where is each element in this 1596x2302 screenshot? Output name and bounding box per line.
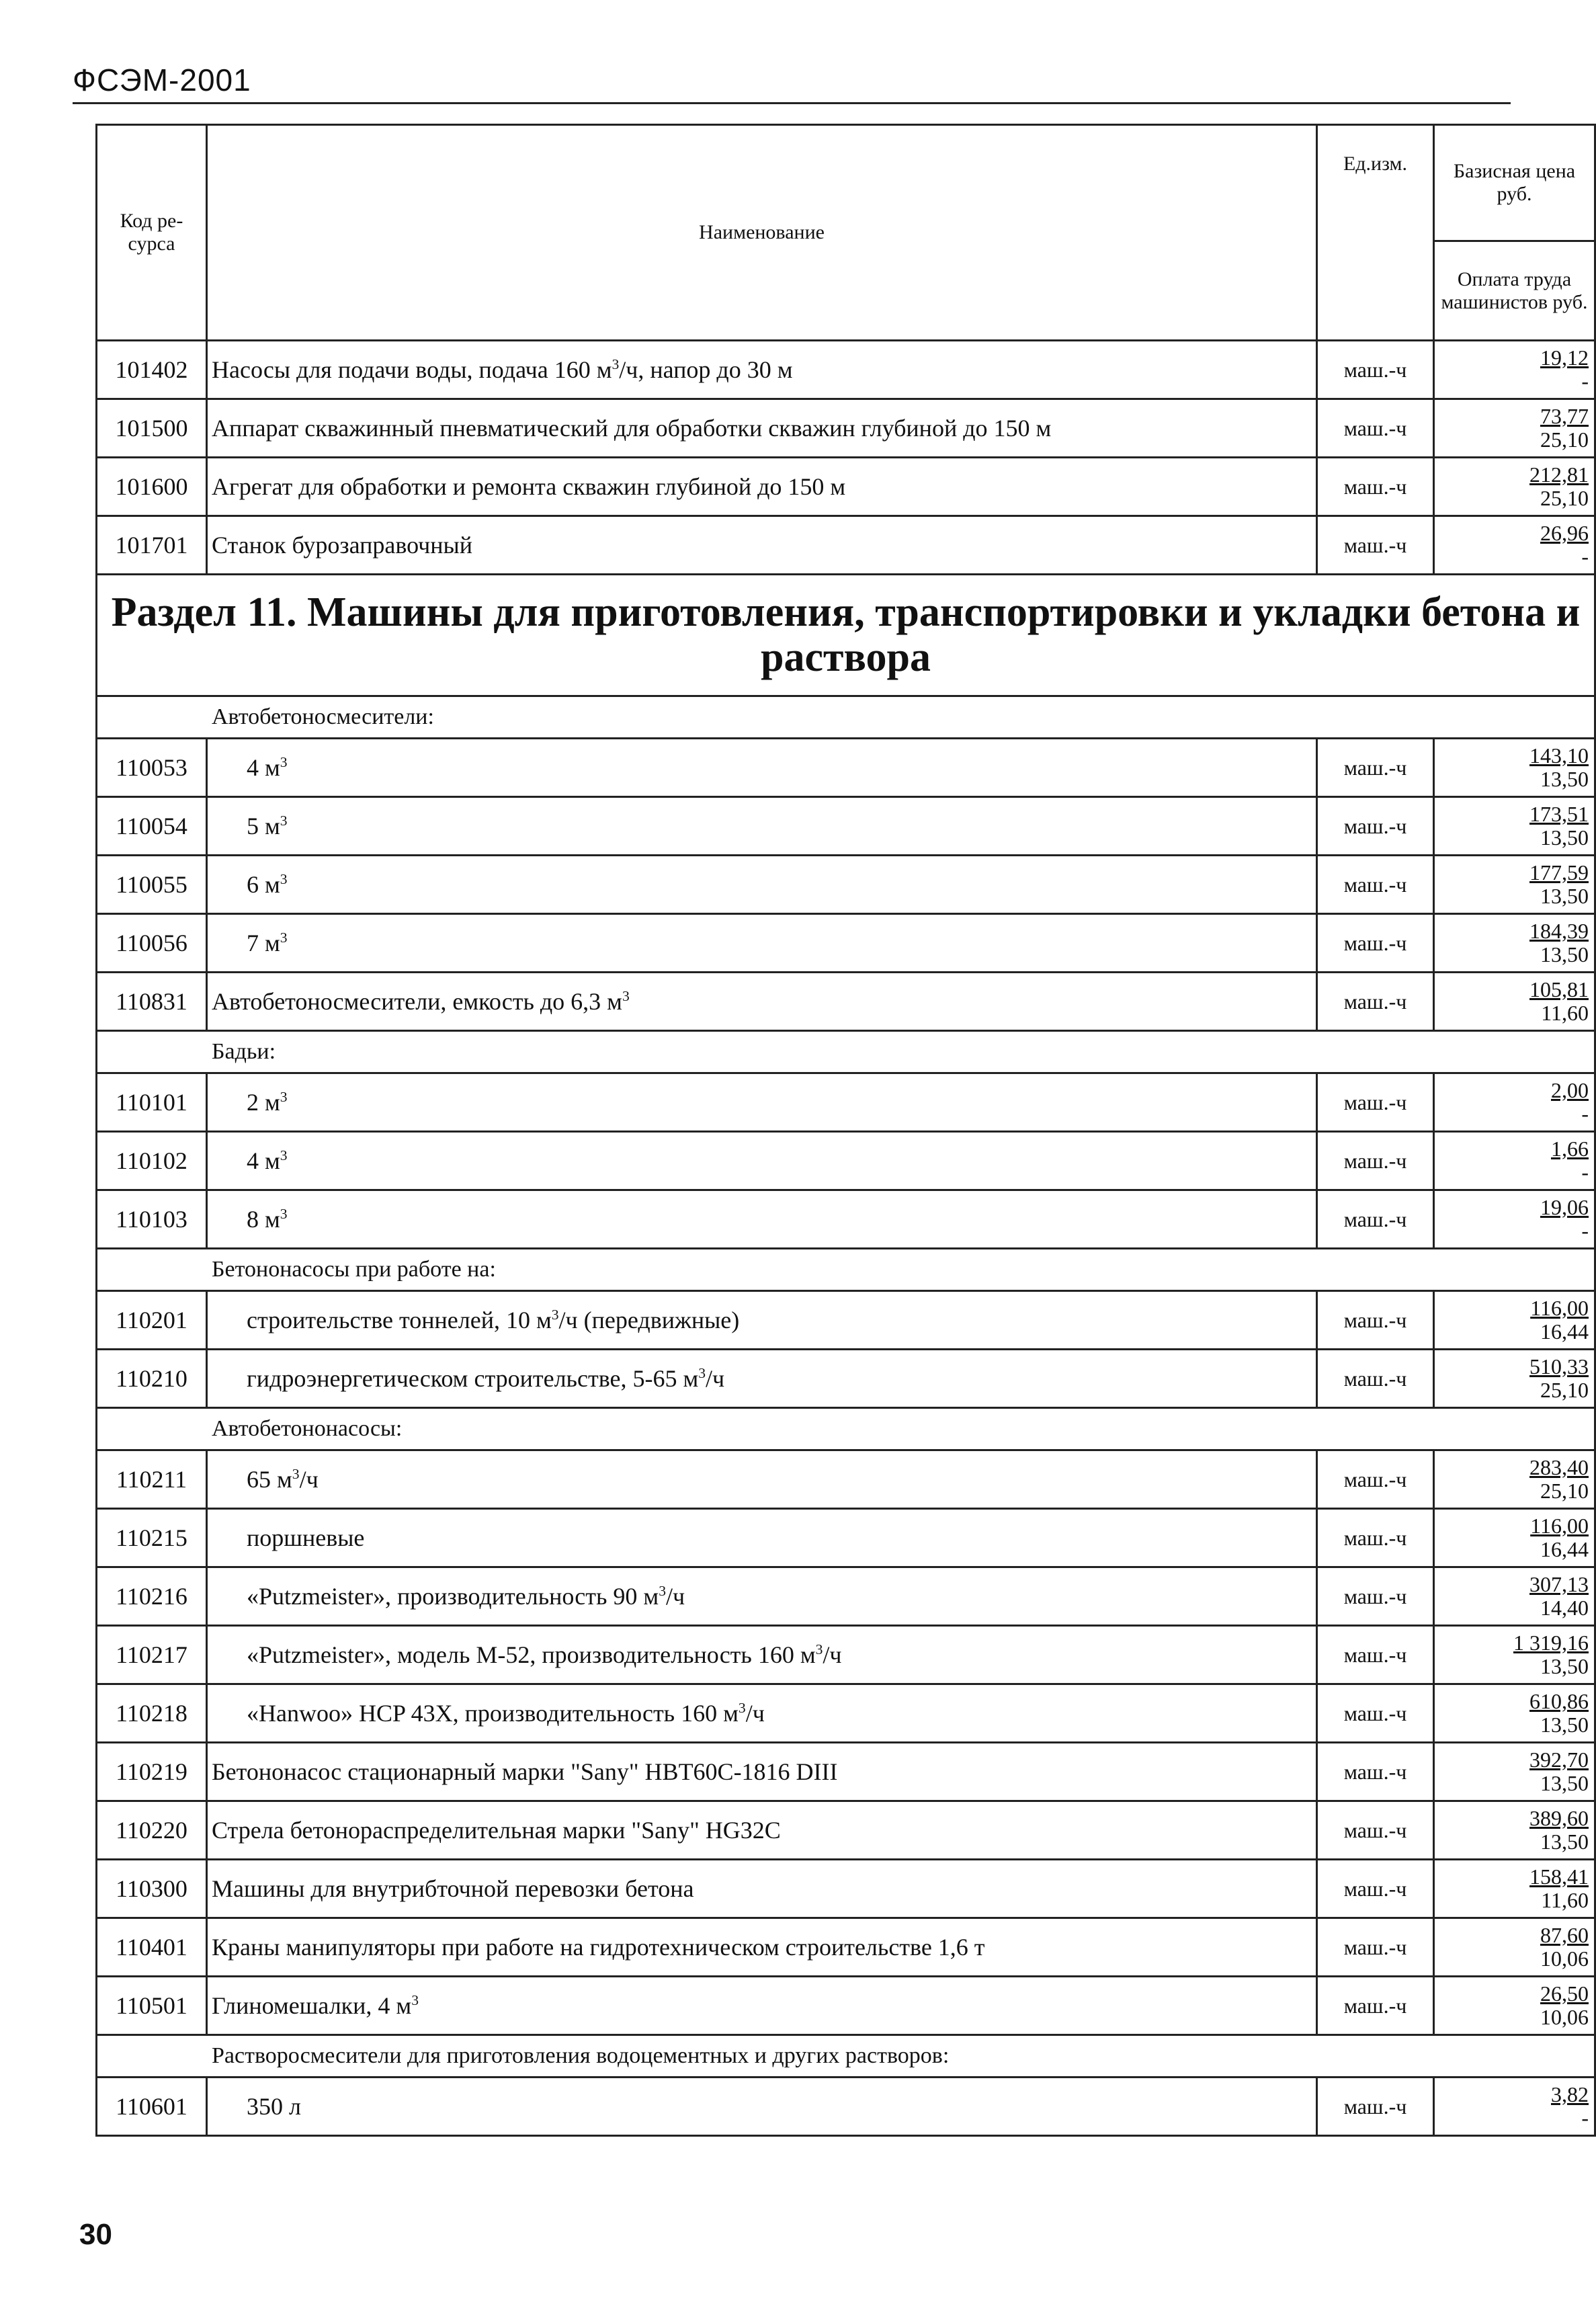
- labor-price: 13,50: [1540, 884, 1589, 908]
- base-price: 389,60: [1529, 1806, 1589, 1831]
- resource-name: 4 $м^3$: [207, 739, 1317, 797]
- resource-name: Машины для внутрибточной перевозки бетона: [207, 1860, 1317, 1918]
- base-price: 116,00: [1530, 1296, 1589, 1321]
- labor-price: 13,50: [1540, 1654, 1589, 1678]
- resource-unit: маш.-ч: [1317, 1450, 1434, 1509]
- labor-price: 16,44: [1540, 1319, 1589, 1344]
- header-rule: [73, 102, 1511, 104]
- group-heading-row: [97, 696, 1595, 739]
- labor-price: -: [1581, 1160, 1589, 1184]
- table-row: [97, 1918, 1595, 1977]
- resource-price-cell: [1434, 1350, 1595, 1408]
- base-price: 105,81: [1529, 977, 1589, 1002]
- base-price: 212,81: [1529, 462, 1589, 487]
- group-heading: Автобетононасосы:: [97, 1408, 1595, 1450]
- header-price-labor: Оплата труда машинистов руб.: [1434, 241, 1595, 341]
- group-heading-row: [97, 2035, 1595, 2078]
- resource-name: Автобетоносмесители, емкость до 6,3 $м^3$: [207, 973, 1317, 1031]
- resource-unit: маш.-ч: [1317, 1626, 1434, 1684]
- resource-code: 110055: [97, 856, 207, 914]
- resource-name: 7 $м^3$: [207, 914, 1317, 973]
- labor-price: 25,10: [1540, 1479, 1589, 1503]
- base-price: 19,06: [1540, 1195, 1589, 1220]
- base-price: 19,12: [1540, 345, 1589, 370]
- labor-price: 13,50: [1540, 1771, 1589, 1795]
- resource-price-cell: [1434, 1450, 1595, 1509]
- resource-price-cell: [1434, 1626, 1595, 1684]
- resource-code: 110401: [97, 1918, 207, 1977]
- resource-name: Насосы для подачи воды, подача 160 $м^3/ч$, напор до 30 м: [207, 341, 1317, 399]
- labor-price: 13,50: [1540, 767, 1589, 791]
- resource-code: 110215: [97, 1509, 207, 1567]
- resource-price-cell: [1434, 1073, 1595, 1132]
- resource-unit: маш.-ч: [1317, 1350, 1434, 1408]
- resource-code: 110217: [97, 1626, 207, 1684]
- resource-price-cell: [1434, 1860, 1595, 1918]
- table-row: [97, 1743, 1595, 1801]
- table-row: [97, 1291, 1595, 1350]
- resource-price-cell: [1434, 516, 1595, 575]
- resource-price-cell: [1434, 1291, 1595, 1350]
- table-row: [97, 914, 1595, 973]
- table-row: [97, 458, 1595, 516]
- resource-name: 5 $м^3$: [207, 797, 1317, 856]
- resource-code: 110216: [97, 1567, 207, 1626]
- resource-code: 110211: [97, 1450, 207, 1509]
- resource-unit: маш.-ч: [1317, 458, 1434, 516]
- table-row: [97, 1190, 1595, 1249]
- resource-name: 8 $м^3$: [207, 1190, 1317, 1249]
- table-header-row: [97, 125, 1595, 241]
- table-row: [97, 1977, 1595, 2035]
- resource-unit: маш.-ч: [1317, 1291, 1434, 1350]
- resource-name: 4 $м^3$: [207, 1132, 1317, 1190]
- resource-code: 110053: [97, 739, 207, 797]
- table-row: [97, 1684, 1595, 1743]
- resource-price-cell: [1434, 739, 1595, 797]
- resource-code: 110300: [97, 1860, 207, 1918]
- group-heading: Растворосмесители для приготовления водоцементных и других растворов:: [97, 2035, 1595, 2078]
- resource-price-cell: [1434, 914, 1595, 973]
- resource-code: 110103: [97, 1190, 207, 1249]
- resource-code: 101402: [97, 341, 207, 399]
- labor-price: 11,60: [1541, 1001, 1589, 1025]
- base-price: 610,86: [1529, 1689, 1589, 1714]
- labor-price: 13,50: [1540, 1830, 1589, 1854]
- group-heading-row: [97, 1408, 1595, 1450]
- group-heading-row: [97, 1031, 1595, 1073]
- resource-name: «Hanwoo» HCP 43X, производительность 160 $м^3/ч$: [207, 1684, 1317, 1743]
- base-price: 73,77: [1540, 404, 1589, 429]
- labor-price: -: [1581, 544, 1589, 569]
- resource-name: поршневые: [207, 1509, 1317, 1567]
- resource-name: Стрела бетонораспределительная марки "Sany" HG32C: [207, 1801, 1317, 1860]
- resource-unit: маш.-ч: [1317, 1977, 1434, 2035]
- table-body: [97, 125, 1595, 2136]
- table-row: [97, 2078, 1595, 2136]
- resource-code: 101500: [97, 399, 207, 458]
- table-row: [97, 399, 1595, 458]
- resource-code: 110601: [97, 2078, 207, 2136]
- resource-price-cell: [1434, 2078, 1595, 2136]
- resource-price-cell: [1434, 458, 1595, 516]
- resource-unit: маш.-ч: [1317, 516, 1434, 575]
- labor-price: 13,50: [1540, 1713, 1589, 1737]
- table-row: [97, 516, 1595, 575]
- resource-unit: маш.-ч: [1317, 2078, 1434, 2136]
- table-row: [97, 973, 1595, 1031]
- table-row: [97, 1132, 1595, 1190]
- labor-price: -: [1581, 1102, 1589, 1126]
- labor-price: 10,06: [1540, 2005, 1589, 2029]
- resource-name: «Putzmeister», производительность 90 $м^3/ч$: [207, 1567, 1317, 1626]
- labor-price: 16,44: [1540, 1537, 1589, 1561]
- resource-code: 110054: [97, 797, 207, 856]
- resource-name: Агрегат для обработки и ремонта скважин глубиной до 150 м: [207, 458, 1317, 516]
- base-price: 392,70: [1529, 1748, 1589, 1772]
- resource-code: 110831: [97, 973, 207, 1031]
- page-number: 30: [79, 2218, 112, 2251]
- labor-price: 25,10: [1540, 427, 1589, 452]
- document-header-title: ФСЭМ-2001: [73, 63, 251, 97]
- resource-name: 65 $м^3/ч$: [207, 1450, 1317, 1509]
- table-row: [97, 1450, 1595, 1509]
- labor-price: -: [1581, 1219, 1589, 1243]
- resource-price-table: [95, 124, 1596, 2137]
- resource-price-cell: [1434, 1509, 1595, 1567]
- header-code: Код ре-сурса: [97, 125, 207, 341]
- resource-unit: маш.-ч: [1317, 914, 1434, 973]
- group-heading: Автобетоносмесители:: [97, 696, 1595, 739]
- base-price: 26,50: [1540, 1981, 1589, 2006]
- resource-name: гидроэнергетическом строительстве, 5-65 $м^3/ч$: [207, 1350, 1317, 1408]
- table-row: [97, 856, 1595, 914]
- base-price: 158,41: [1529, 1864, 1589, 1889]
- resource-price-cell: [1434, 797, 1595, 856]
- resource-price-cell: [1434, 1190, 1595, 1249]
- base-price: 26,96: [1540, 521, 1589, 546]
- header-name: Наименование: [207, 125, 1317, 341]
- labor-price: 10,06: [1540, 1946, 1589, 1971]
- group-heading-row: [97, 1249, 1595, 1291]
- base-price: 510,33: [1529, 1354, 1589, 1379]
- labor-price: 25,10: [1540, 1378, 1589, 1402]
- resource-name: 350 л: [207, 2078, 1317, 2136]
- resource-code: 110501: [97, 1977, 207, 2035]
- base-price: 1,66: [1551, 1137, 1589, 1161]
- resource-code: 101600: [97, 458, 207, 516]
- header-unit: Ед.изм.: [1317, 125, 1434, 341]
- table-row: [97, 1567, 1595, 1626]
- table-row: [97, 1350, 1595, 1408]
- resource-price-cell: [1434, 1743, 1595, 1801]
- resource-price-cell: [1434, 341, 1595, 399]
- section-heading-row: [97, 575, 1595, 696]
- resource-code: 110101: [97, 1073, 207, 1132]
- resource-unit: маш.-ч: [1317, 341, 1434, 399]
- resource-unit: маш.-ч: [1317, 1509, 1434, 1567]
- resource-price-cell: [1434, 1918, 1595, 1977]
- resource-code: 110219: [97, 1743, 207, 1801]
- labor-price: 25,10: [1540, 486, 1589, 510]
- resource-unit: маш.-ч: [1317, 739, 1434, 797]
- resource-code: 110218: [97, 1684, 207, 1743]
- base-price: 87,60: [1540, 1923, 1589, 1948]
- resource-price-cell: [1434, 1132, 1595, 1190]
- resource-name: Станок бурозаправочный: [207, 516, 1317, 575]
- table-row: [97, 797, 1595, 856]
- resource-code: 110220: [97, 1801, 207, 1860]
- base-price: 116,00: [1530, 1514, 1589, 1538]
- resource-name: строительстве тоннелей, 10 $м^3/ч$ (передвижные): [207, 1291, 1317, 1350]
- resource-unit: маш.-ч: [1317, 1801, 1434, 1860]
- resource-unit: маш.-ч: [1317, 973, 1434, 1031]
- resource-name: 2 $м^3$: [207, 1073, 1317, 1132]
- resource-price-cell: [1434, 856, 1595, 914]
- resource-code: 101701: [97, 516, 207, 575]
- base-price: 307,13: [1529, 1572, 1589, 1597]
- resource-name: Глиномешалки, 4 $м^3$: [207, 1977, 1317, 2035]
- base-price: 143,10: [1529, 743, 1589, 768]
- resource-price-cell: [1434, 1801, 1595, 1860]
- resource-price-cell: [1434, 1684, 1595, 1743]
- resource-name: Краны манипуляторы при работе на гидротехническом строительстве 1,6 т: [207, 1918, 1317, 1977]
- base-price: 1 319,16: [1513, 1631, 1589, 1655]
- table-row: [97, 739, 1595, 797]
- resource-code: 110201: [97, 1291, 207, 1350]
- resource-unit: маш.-ч: [1317, 1918, 1434, 1977]
- group-heading: Бадьи:: [97, 1031, 1595, 1073]
- resource-name: 6 $м^3$: [207, 856, 1317, 914]
- resource-unit: маш.-ч: [1317, 1190, 1434, 1249]
- table-row: [97, 341, 1595, 399]
- base-price: 184,39: [1529, 919, 1589, 944]
- resource-unit: маш.-ч: [1317, 856, 1434, 914]
- base-price: 2,00: [1551, 1078, 1589, 1103]
- labor-price: -: [1581, 2106, 1589, 2130]
- resource-price-cell: [1434, 1567, 1595, 1626]
- resource-name: Бетононасос стационарный марки "Sany" HBT60C-1816 DIII: [207, 1743, 1317, 1801]
- labor-price: -: [1581, 369, 1589, 393]
- resource-name: «Putzmeister», модель М-52, производительность 160 $м^3/ч$: [207, 1626, 1317, 1684]
- header-price-base: Базисная цена руб.: [1434, 125, 1595, 241]
- resource-unit: маш.-ч: [1317, 399, 1434, 458]
- resource-unit: маш.-ч: [1317, 1684, 1434, 1743]
- resource-unit: маш.-ч: [1317, 1132, 1434, 1190]
- base-price: 173,51: [1529, 802, 1589, 827]
- table-row: [97, 1860, 1595, 1918]
- resource-unit: маш.-ч: [1317, 797, 1434, 856]
- resource-unit: маш.-ч: [1317, 1073, 1434, 1132]
- table-row: [97, 1801, 1595, 1860]
- resource-code: 110056: [97, 914, 207, 973]
- resource-name: Аппарат скважинный пневматический для обработки скважин глубиной до 150 м: [207, 399, 1317, 458]
- table-row: [97, 1509, 1595, 1567]
- section-title: Раздел 11. Машины для приготовления, транспортировки и укладки бетона и раствора: [97, 575, 1595, 696]
- resource-price-cell: [1434, 973, 1595, 1031]
- resource-unit: маш.-ч: [1317, 1860, 1434, 1918]
- base-price: 177,59: [1529, 860, 1589, 885]
- table-row: [97, 1626, 1595, 1684]
- table-row: [97, 1073, 1595, 1132]
- labor-price: 13,50: [1540, 825, 1589, 850]
- base-price: 283,40: [1529, 1455, 1589, 1480]
- group-heading: Бетононасосы при работе на:: [97, 1249, 1595, 1291]
- resource-code: 110102: [97, 1132, 207, 1190]
- labor-price: 11,60: [1541, 1888, 1589, 1912]
- resource-code: 110210: [97, 1350, 207, 1408]
- labor-price: 14,40: [1540, 1596, 1589, 1620]
- labor-price: 13,50: [1540, 942, 1589, 967]
- resource-price-cell: [1434, 1977, 1595, 2035]
- resource-price-cell: [1434, 399, 1595, 458]
- base-price: 3,82: [1551, 2082, 1589, 2107]
- resource-unit: маш.-ч: [1317, 1743, 1434, 1801]
- resource-unit: маш.-ч: [1317, 1567, 1434, 1626]
